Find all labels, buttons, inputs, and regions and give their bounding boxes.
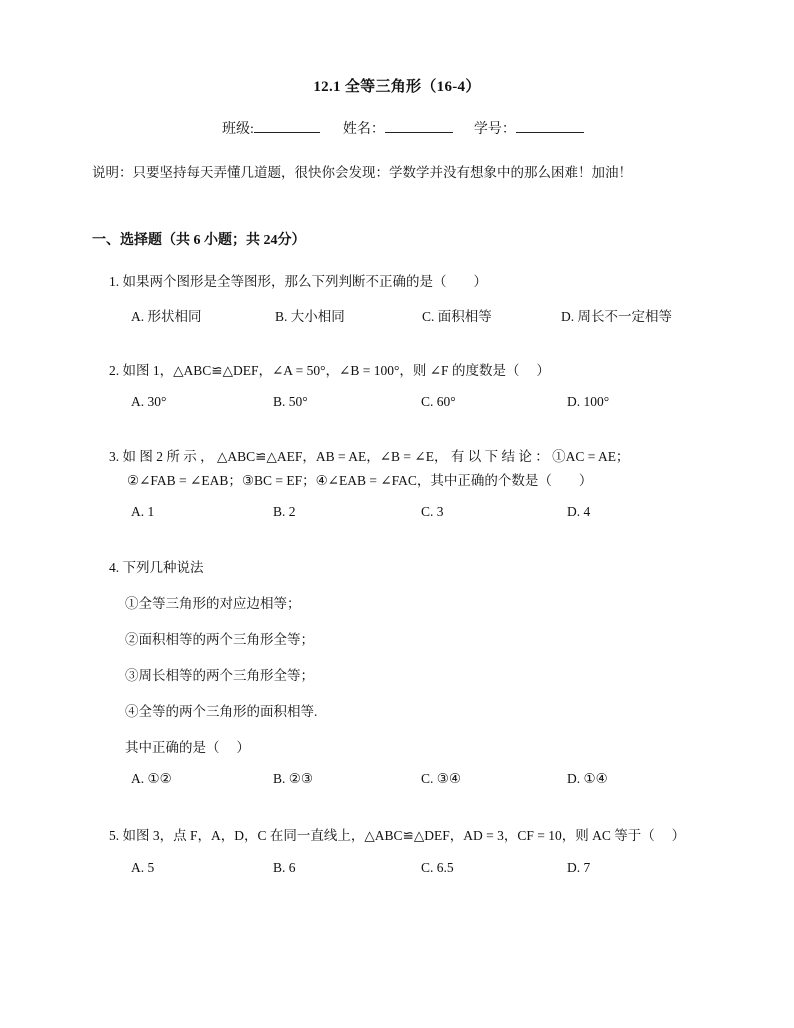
- question-1-stem: 1. 如果两个图形是全等图形，那么下列判断不正确的是（ ）: [109, 274, 487, 289]
- name-label: 姓名：: [342, 122, 385, 137]
- question-3-option-d: D. 4: [567, 504, 591, 519]
- question-2-option-c: C. 60°: [421, 394, 456, 409]
- question-4-option-b: B. ②③: [273, 771, 313, 786]
- question-2-stem: 2. 如图 1，△ABC≌△DEF，∠A = 50°，∠B = 100°，则 ∠F 的度数是（ ）: [109, 363, 550, 378]
- question-5-option-d: D. 7: [567, 860, 591, 875]
- question-5-stem: 5. 如图 3，点 F，A，D，C 在同一直线上，△ABC≌△DEF，AD = 3，CF = 10，则 AC 等于（ ）: [109, 828, 686, 843]
- question-2-option-d: D. 100°: [567, 394, 610, 409]
- question-3-stem-line1: 3. 如 图 2 所 示 ， △ABC≌△AEF，AB = AE，∠B = ∠E， 有 以 下 结 论 ： ①AC = AE；: [109, 449, 630, 464]
- class-label: 班级:: [222, 122, 254, 137]
- class-blank: [254, 118, 320, 133]
- page-title: 12.1 全等三角形（16-4）: [313, 79, 481, 95]
- question-4-stem: 4. 下列几种说法: [109, 560, 204, 575]
- question-4-option-c: C. ③④: [421, 771, 461, 786]
- question-4-statement-4: ④全等的两个三角形的面积相等.: [125, 704, 318, 719]
- question-2-option-b: B. 50°: [273, 394, 308, 409]
- id-blank: [516, 118, 584, 133]
- question-3-option-a: A. 1: [131, 504, 155, 519]
- question-4-statement-2: ②面积相等的两个三角形全等；: [125, 632, 314, 647]
- question-4-option-d: D. ①④: [567, 771, 608, 786]
- question-3-option-b: B. 2: [273, 504, 296, 519]
- question-1-option-a: A. 形状相同: [131, 309, 202, 324]
- question-1-option-c: C. 面积相等: [422, 309, 492, 324]
- question-4-statement-3: ③周长相等的两个三角形全等；: [125, 668, 314, 683]
- question-5-option-a: A. 5: [131, 860, 155, 875]
- student-info-line: [222, 118, 584, 138]
- question-1-option-d: D. 周长不一定相等: [561, 309, 672, 324]
- question-5-option-b: B. 6: [273, 860, 296, 875]
- question-4-option-a: A. ①②: [131, 771, 172, 786]
- question-3-stem-line2: ②∠FAB = ∠EAB；③BC = EF；④∠EAB = ∠FAC，其中正确的个数是（ ）: [127, 473, 593, 488]
- instruction-note: 说明：只要坚持每天弄懂几道题，很快你会发现：学数学并没有想象中的那么困难！加油！: [92, 165, 632, 180]
- question-3-option-c: C. 3: [421, 504, 444, 519]
- question-1-option-b: B. 大小相同: [275, 309, 345, 324]
- question-5-option-c: C. 6.5: [421, 860, 454, 875]
- name-blank: [385, 118, 453, 133]
- question-4-statement-1: ①全等三角形的对应边相等；: [125, 596, 301, 611]
- id-label: 学号：: [473, 122, 516, 137]
- question-4-tail: 其中正确的是（ ）: [125, 740, 250, 755]
- question-2-option-a: A. 30°: [131, 394, 167, 409]
- section-heading: 一、选择题（共 6 小题；共 24分）: [92, 233, 306, 248]
